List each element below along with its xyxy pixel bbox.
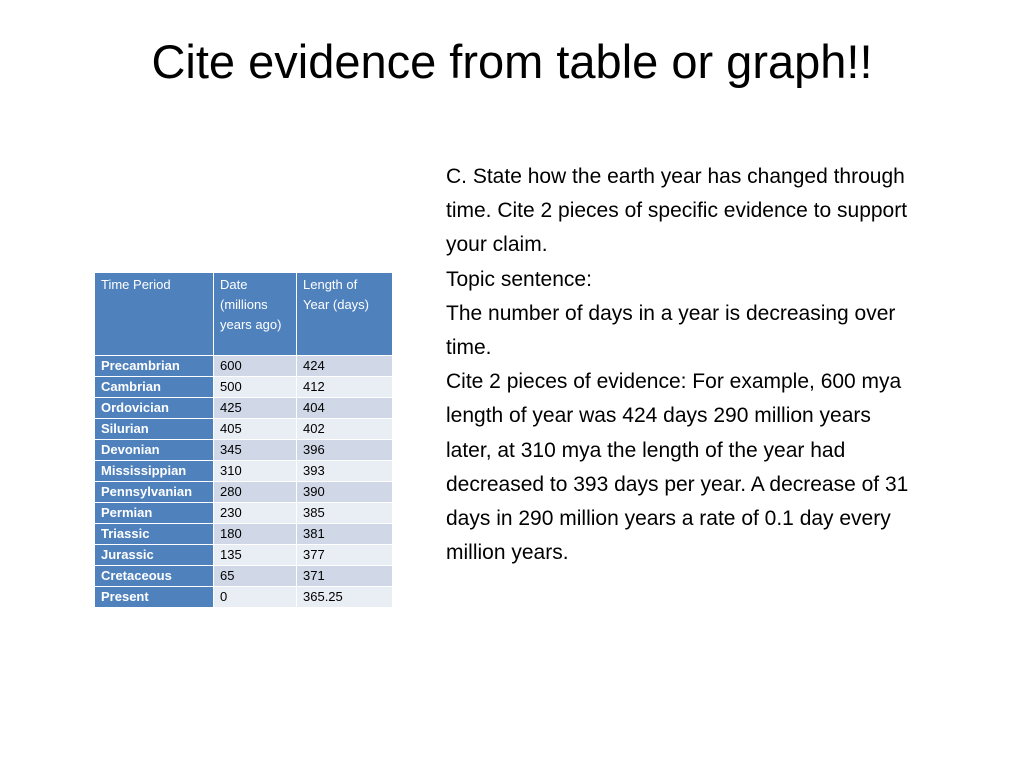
length-cell: 396 <box>297 440 393 461</box>
table-header-row <box>95 273 393 356</box>
length-cell: 402 <box>297 419 393 440</box>
length-cell: 390 <box>297 482 393 503</box>
question-prompt: C. State how the earth year has changed through time. Cite 2 pieces of specific evidence to support your claim. <box>446 165 908 257</box>
date-cell: 135 <box>214 545 297 566</box>
length-cell: 377 <box>297 545 393 566</box>
period-cell: Silurian <box>95 419 214 440</box>
table-row <box>95 545 393 566</box>
geologic-year-table <box>94 272 393 608</box>
length-cell: 424 <box>297 356 393 377</box>
period-cell: Permian <box>95 503 214 524</box>
date-cell: 405 <box>214 419 297 440</box>
table-row <box>95 461 393 482</box>
table-row <box>95 356 393 377</box>
topic-sentence: The number of days in a year is decreasing over time. <box>446 301 896 360</box>
date-cell: 310 <box>214 461 297 482</box>
table-row <box>95 440 393 461</box>
period-cell: Present <box>95 587 214 608</box>
table-row <box>95 566 393 587</box>
length-cell: 412 <box>297 377 393 398</box>
date-cell: 425 <box>214 398 297 419</box>
header-length-of-year: Length of Year (days) <box>297 273 393 356</box>
period-cell: Devonian <box>95 440 214 461</box>
table-row <box>95 503 393 524</box>
period-cell: Triassic <box>95 524 214 545</box>
date-cell: 0 <box>214 587 297 608</box>
period-cell: Jurassic <box>95 545 214 566</box>
date-cell: 600 <box>214 356 297 377</box>
evidence-paragraph: Cite 2 pieces of evidence: For example, 600 mya length of year was 424 days 290 million years later, at 310 mya the length of the year had decreased to 393 days per year. A decrease of 31 days in 290 million years a rate of 0.1 day every million years. <box>446 370 909 565</box>
slide-title: Cite evidence from table or graph!! <box>151 35 873 88</box>
answer-text-block <box>446 160 916 570</box>
table-row <box>95 524 393 545</box>
header-time-period: Time Period <box>95 273 214 356</box>
period-cell: Pennsylvanian <box>95 482 214 503</box>
period-cell: Ordovician <box>95 398 214 419</box>
date-cell: 180 <box>214 524 297 545</box>
header-date: Date (millions years ago) <box>214 273 297 356</box>
table-row <box>95 482 393 503</box>
date-cell: 65 <box>214 566 297 587</box>
period-cell: Mississippian <box>95 461 214 482</box>
table-row <box>95 419 393 440</box>
length-cell: 371 <box>297 566 393 587</box>
length-cell: 393 <box>297 461 393 482</box>
period-cell: Precambrian <box>95 356 214 377</box>
date-cell: 345 <box>214 440 297 461</box>
length-cell: 385 <box>297 503 393 524</box>
topic-sentence-label: Topic sentence: <box>446 267 592 291</box>
date-cell: 500 <box>214 377 297 398</box>
date-cell: 280 <box>214 482 297 503</box>
length-cell: 404 <box>297 398 393 419</box>
period-cell: Cambrian <box>95 377 214 398</box>
length-cell: 381 <box>297 524 393 545</box>
table-row <box>95 398 393 419</box>
period-cell: Cretaceous <box>95 566 214 587</box>
table-row <box>95 377 393 398</box>
date-cell: 230 <box>214 503 297 524</box>
length-cell: 365.25 <box>297 587 393 608</box>
table-row <box>95 587 393 608</box>
